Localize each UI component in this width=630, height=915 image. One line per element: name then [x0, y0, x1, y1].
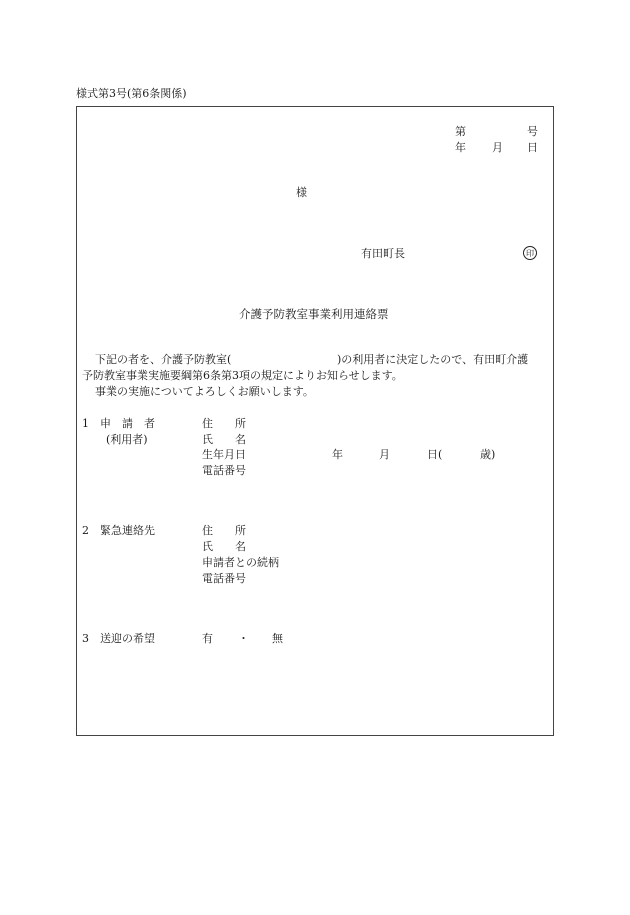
section-2-field-phone: 電話番号 — [202, 572, 246, 585]
doc-number-prefix: 第 — [455, 125, 466, 138]
section-3-heading: 送迎の希望 — [100, 632, 155, 645]
section-1-subheading: (利用者) — [106, 433, 148, 446]
body-line-1b: )の利用者に決定したので、有田町介護 — [337, 353, 529, 366]
date-year: 年 — [455, 141, 466, 154]
section-3-number: 3 — [82, 632, 89, 645]
transport-option-no: 無 — [272, 632, 283, 645]
transport-option-separator: ・ — [238, 632, 249, 645]
section-2-field-name: 氏 名 — [202, 540, 246, 553]
section-1-field-name: 氏 名 — [202, 433, 246, 446]
date-month: 月 — [492, 141, 503, 154]
dob-month: 月 — [379, 448, 390, 461]
section-2-field-address: 住 所 — [202, 524, 246, 537]
seal-icon — [523, 246, 537, 260]
body-line-3: 事業の実施についてよろしくお願いします。 — [95, 385, 314, 398]
section-2-number: 2 — [82, 524, 89, 537]
issuer-title: 有田町長 — [361, 247, 405, 260]
body-line-2: 予防教室事業実施要綱第6条第3項の規定によりお知らせします。 — [82, 369, 403, 382]
dob-day: 日( — [427, 448, 443, 461]
document-title: 介護予防教室事業利用連絡票 — [239, 307, 389, 321]
form-number-label: 様式第3号(第6条関係) — [76, 87, 187, 100]
doc-number-suffix: 号 — [527, 125, 538, 138]
transport-option-yes: 有 — [202, 632, 213, 645]
section-1-heading: 申 請 者 — [100, 417, 155, 430]
dob-age: 歳) — [480, 448, 496, 461]
dob-year: 年 — [332, 448, 343, 461]
body-line-1a: 下記の者を、介護予防教室( — [95, 353, 232, 366]
section-1-field-dob: 生年月日 — [202, 448, 246, 461]
seal-label: 印 — [526, 248, 534, 258]
section-1-field-address: 住 所 — [202, 417, 246, 430]
section-2-heading: 緊急連絡先 — [100, 524, 155, 537]
date-day: 日 — [527, 141, 538, 154]
section-2-field-relation: 申請者との続柄 — [202, 556, 279, 569]
section-1-field-phone: 電話番号 — [202, 464, 246, 477]
section-1-number: 1 — [82, 417, 89, 430]
addressee-sama: 様 — [296, 186, 307, 199]
